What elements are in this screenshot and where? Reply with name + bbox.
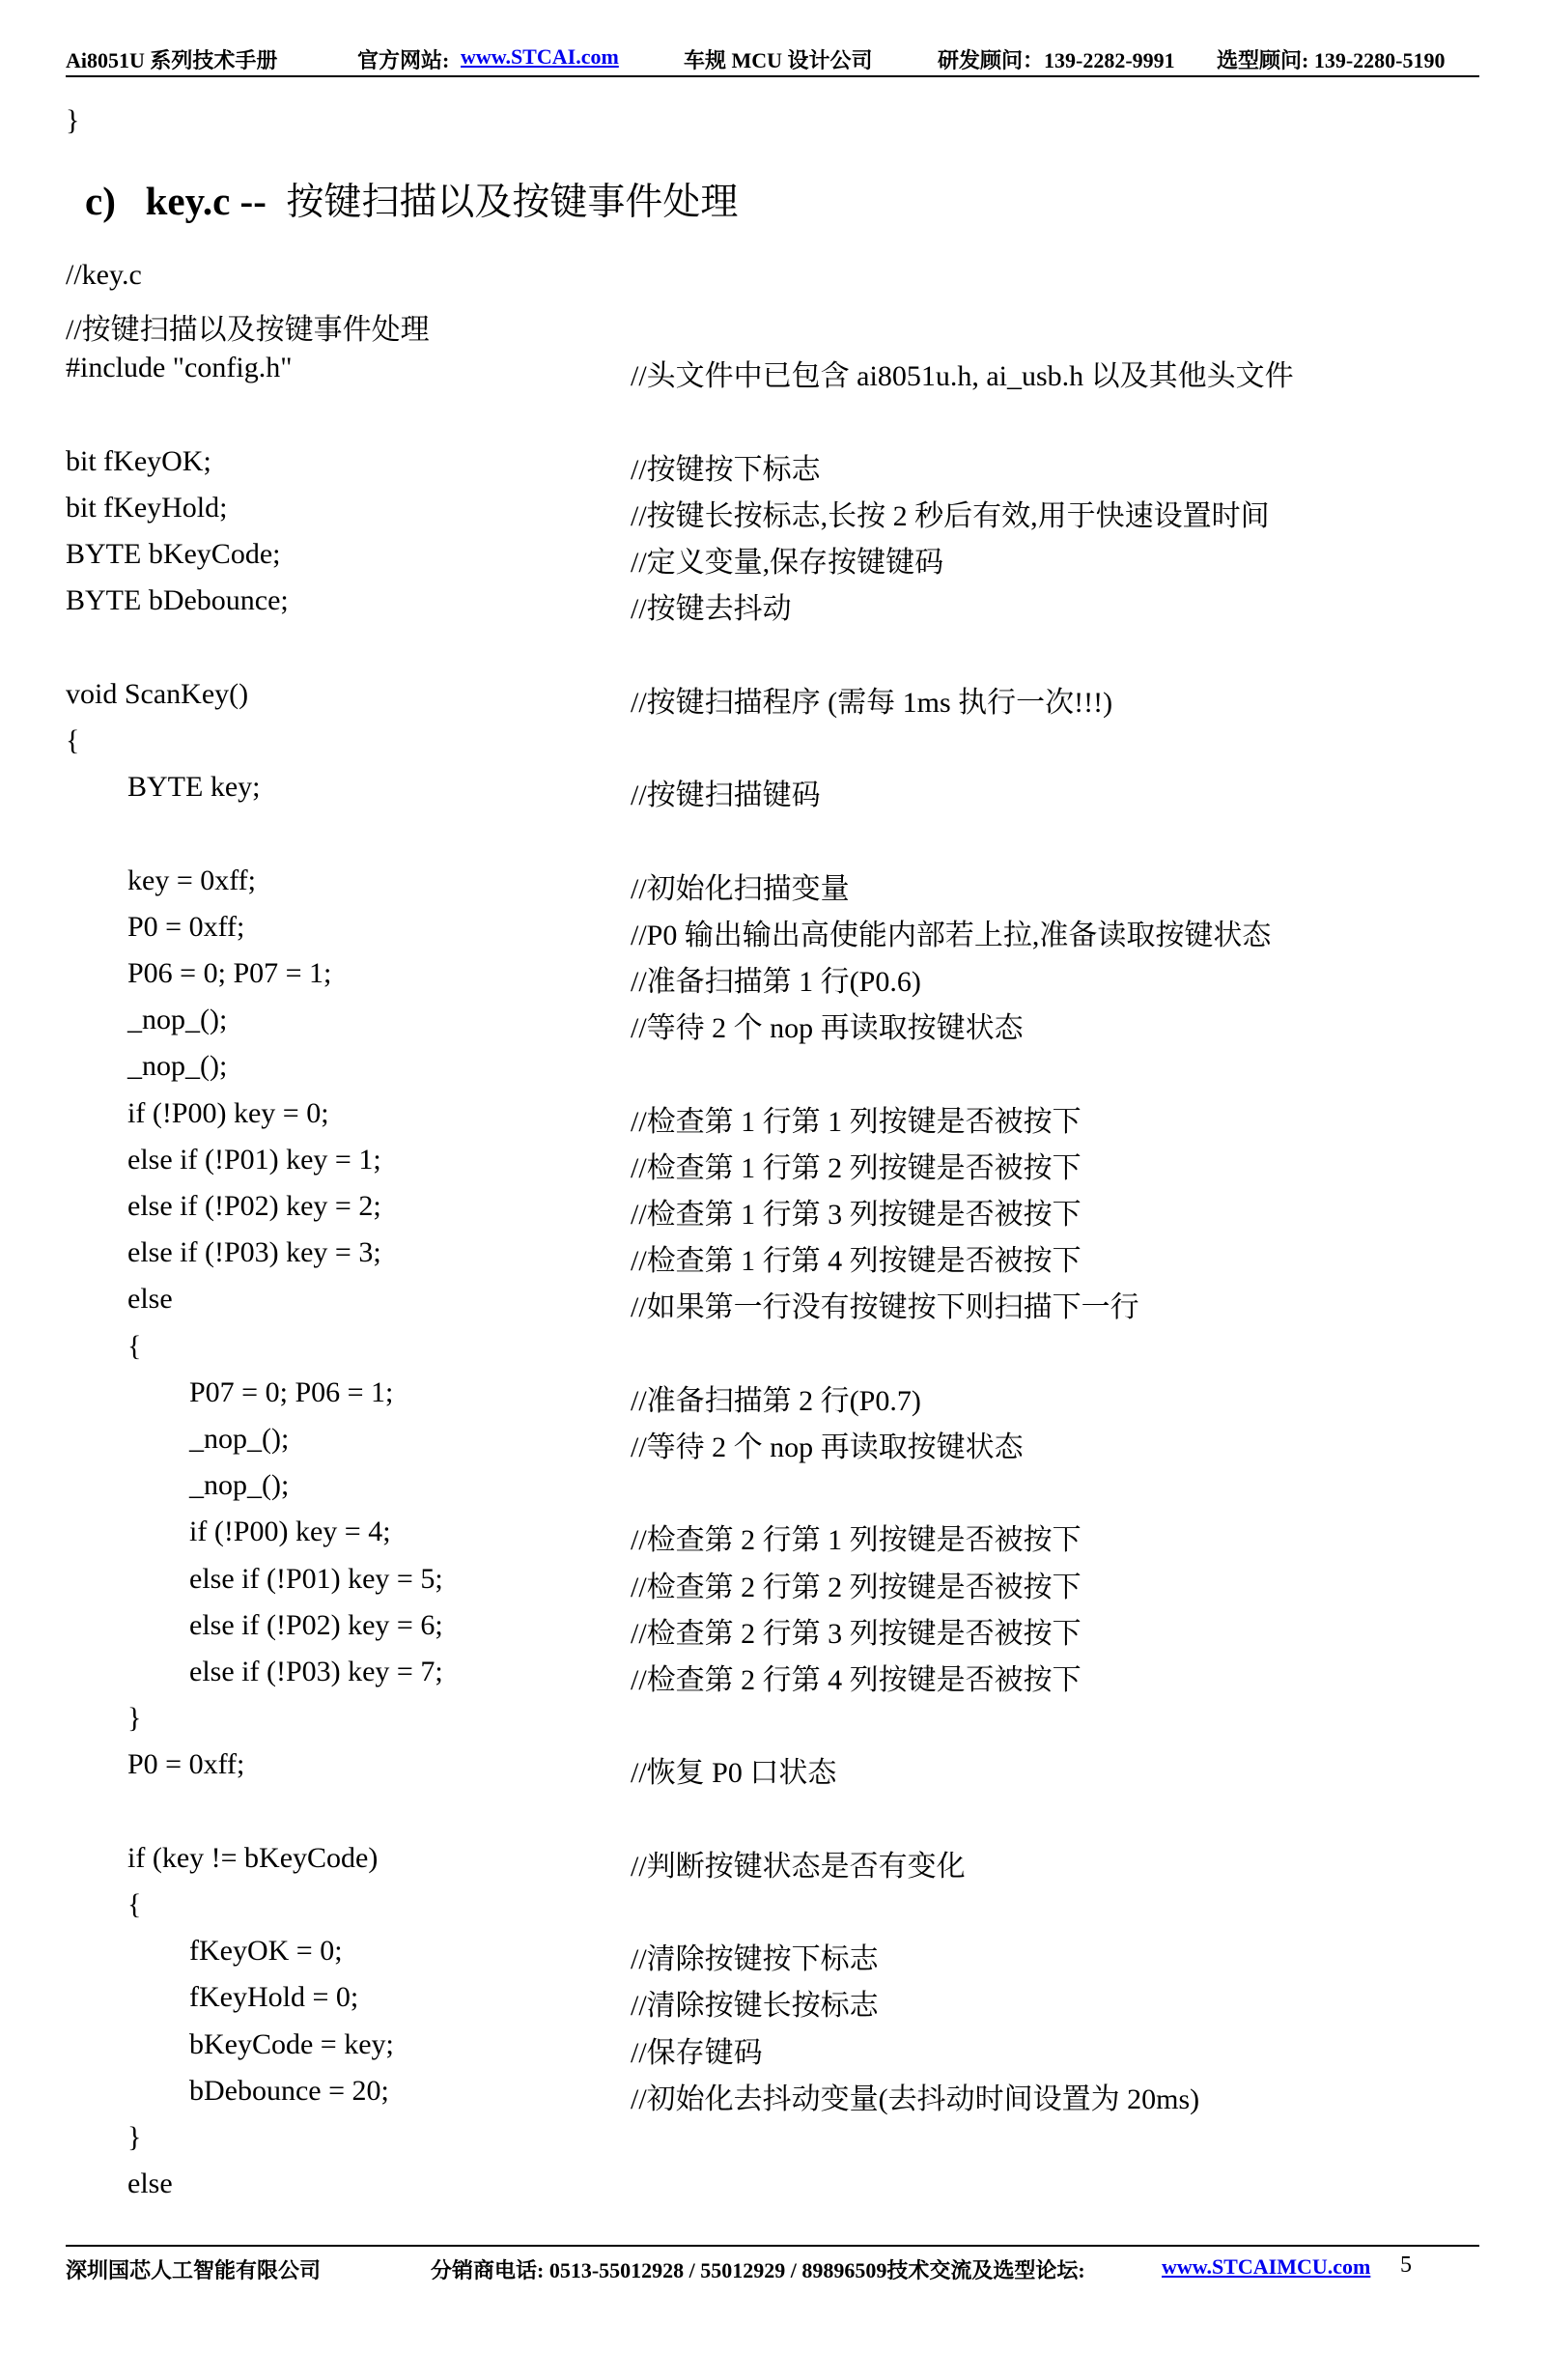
code-comment: //检查第 1 行第 1 列按键是否被按下 xyxy=(631,1105,1082,1138)
code-comment: //定义变量,保存按键键码 xyxy=(631,547,944,580)
code-text: BYTE key; xyxy=(127,771,261,804)
footer-phone: 分销商电话: 0513-55012928 / 55012929 / 89896509技术交流及选型论坛: xyxy=(431,2258,1085,2282)
code-text: //key.c xyxy=(66,259,142,291)
code-line xyxy=(66,1748,1479,1790)
code-text: } xyxy=(127,2121,142,2153)
code-line xyxy=(66,1935,1479,1976)
code-comment: //等待 2 个 nop 再读取按键状态 xyxy=(631,1431,1024,1463)
code-line xyxy=(66,1376,1479,1415)
website-link[interactable]: www.STCAI.com xyxy=(461,44,619,69)
header-divider xyxy=(66,75,1479,77)
code-text: else if (!P03) key = 7; xyxy=(189,1656,443,1687)
code-line xyxy=(66,2028,1479,2067)
code-text: if (key != bKeyCode) xyxy=(127,1841,379,1874)
code-line xyxy=(66,1796,1479,1834)
code-comment: //检查第 1 行第 4 列按键是否被按下 xyxy=(631,1245,1082,1278)
code-text: bDebounce = 20; xyxy=(189,2074,389,2107)
code-text: else if (!P02) key = 6; xyxy=(189,1608,443,1641)
section-title: 按键扫描以及按键事件处理 xyxy=(286,181,739,224)
code-line xyxy=(66,632,1479,670)
code-line xyxy=(66,1050,1479,1089)
code-text: P06 = 0; P07 = 1; xyxy=(127,957,332,989)
code-text: _nop_(); xyxy=(189,1469,290,1502)
code-comment: //检查第 1 行第 3 列按键是否被按下 xyxy=(631,1199,1082,1231)
code-comment: //按键长按标志,长按 2 秒后有效,用于快速设置时间 xyxy=(631,500,1270,532)
code-text: BYTE bDebounce; xyxy=(66,584,289,617)
code-text: bit fKeyOK; xyxy=(66,444,211,477)
code-line xyxy=(66,1842,1479,1881)
code-text: { xyxy=(127,1888,142,1920)
code-line xyxy=(66,1004,1479,1045)
code-comment: //按键按下标志 xyxy=(631,453,821,486)
code-line xyxy=(66,1190,1479,1229)
code-text: else xyxy=(127,1283,173,1316)
code-comment: //检查第 2 行第 3 列按键是否被按下 xyxy=(631,1617,1082,1650)
page-header xyxy=(66,41,1479,75)
code-comment: //检查第 2 行第 2 列按键是否被按下 xyxy=(631,1571,1082,1603)
code-line xyxy=(66,492,1479,530)
code-text: P0 = 0xff; xyxy=(127,910,245,943)
code-line xyxy=(66,1609,1479,1648)
code-line xyxy=(66,864,1479,903)
page-footer xyxy=(66,2251,1495,2285)
code-line xyxy=(66,771,1479,812)
code-line xyxy=(66,1469,1479,1508)
code-comment: //按键扫描键码 xyxy=(631,779,821,812)
section-heading xyxy=(85,172,738,226)
code-comment: //检查第 1 行第 2 列按键是否被按下 xyxy=(631,1151,1082,1184)
code-comment: //等待 2 个 nop 再读取按键状态 xyxy=(631,1012,1024,1045)
code-text: _nop_(); xyxy=(127,1050,228,1083)
code-comment: //P0 输出输出高使能内部若上拉,准备读取按键状态 xyxy=(631,919,1272,951)
code-line xyxy=(66,1702,1479,1741)
code-text: if (!P00) key = 0; xyxy=(127,1096,329,1129)
code-text: fKeyOK = 0; xyxy=(189,1935,343,1968)
code-line xyxy=(66,1516,1479,1557)
footer-divider xyxy=(66,2245,1479,2247)
code-text: { xyxy=(127,1329,142,1362)
code-comment: //恢复 P0 口状态 xyxy=(631,1757,837,1790)
code-line xyxy=(66,678,1479,717)
code-comment: //判断按键状态是否有变化 xyxy=(631,1850,966,1883)
code-line xyxy=(66,1888,1479,1927)
manual-title: Ai8051U 系列技术手册 xyxy=(66,48,278,72)
code-text: bit fKeyHold; xyxy=(66,492,228,524)
code-line xyxy=(66,1236,1479,1278)
code-line xyxy=(66,1144,1479,1182)
code-comment: //头文件中已包含 ai8051u.h, ai_usb.h 以及其他头文件 xyxy=(631,360,1294,393)
code-line xyxy=(66,957,1479,996)
code-text: P07 = 0; P06 = 1; xyxy=(189,1375,394,1408)
code-text: else if (!P01) key = 1; xyxy=(127,1143,381,1176)
page-number: 5 xyxy=(1400,2252,1412,2278)
code-line xyxy=(66,1563,1479,1601)
code-line xyxy=(66,2168,1479,2206)
code-line xyxy=(66,584,1479,626)
code-comment: //清除按键长按标志 xyxy=(631,1990,879,2023)
code-text: void ScanKey() xyxy=(66,677,249,710)
code-comment: //初始化去抖动变量(去抖动时间设置为 20ms) xyxy=(631,2082,1200,2115)
code-line xyxy=(66,399,1479,438)
footer-company: 深圳国芯人工智能有限公司 xyxy=(66,2258,322,2282)
code-line xyxy=(66,1981,1479,2023)
code-text: #include "config.h" xyxy=(66,352,293,384)
code-comment: //保存键码 xyxy=(631,2036,763,2069)
website-label: 官方网站: xyxy=(357,48,450,72)
code-comment: //清除按键按下标志 xyxy=(631,1943,879,1976)
code-line xyxy=(66,1097,1479,1136)
code-comment: //检查第 2 行第 1 列按键是否被按下 xyxy=(631,1524,1082,1557)
code-line xyxy=(66,445,1479,484)
company-tagline: 车规 MCU 设计公司 xyxy=(684,48,873,72)
code-line xyxy=(66,1656,1479,1694)
code-text: { xyxy=(66,724,80,756)
code-text: else if (!P03) key = 3; xyxy=(127,1236,381,1269)
code-line xyxy=(66,352,1479,393)
code-text: bKeyCode = key; xyxy=(189,2027,394,2060)
code-text: else xyxy=(127,2168,173,2200)
code-text: _nop_(); xyxy=(127,1004,228,1036)
code-line xyxy=(66,724,1479,763)
code-text: _nop_(); xyxy=(189,1423,290,1455)
code-line xyxy=(66,817,1479,856)
code-text: key = 0xff; xyxy=(127,864,257,896)
code-comment: //按键去抖动 xyxy=(631,593,792,626)
code-text: fKeyHold = 0; xyxy=(189,1981,359,2014)
code-line xyxy=(66,1283,1479,1324)
code-comment: //按键扫描程序 (需每 1ms 执行一次!!!) xyxy=(631,686,1113,719)
code-text: //按键扫描以及按键事件处理 xyxy=(66,314,430,347)
rd-contact: 研发顾问：139-2282-9991 xyxy=(938,48,1175,72)
code-line xyxy=(66,911,1479,949)
code-comment: //准备扫描第 2 行(P0.7) xyxy=(631,1384,921,1417)
code-comment: //准备扫描第 1 行(P0.6) xyxy=(631,966,921,998)
code-comment: //初始化扫描变量 xyxy=(631,872,850,905)
code-text: P0 = 0xff; xyxy=(127,1748,245,1781)
section-number: c) xyxy=(85,179,116,223)
section-file: key.c -- xyxy=(145,179,267,223)
code-text: } xyxy=(127,1702,142,1735)
code-comment: //如果第一行没有按键按下则扫描下一行 xyxy=(631,1291,1139,1324)
code-text: BYTE bKeyCode; xyxy=(66,538,281,571)
code-comment: //检查第 2 行第 4 列按键是否被按下 xyxy=(631,1664,1082,1696)
code-line xyxy=(66,538,1479,580)
code-text: else if (!P02) key = 2; xyxy=(127,1190,381,1222)
code-line xyxy=(66,259,1479,298)
forum-link[interactable]: www.STCAIMCU.com xyxy=(1162,2254,1371,2279)
sales-contact: 选型顾问: 139-2280-5190 xyxy=(1217,48,1446,72)
code-text: if (!P00) key = 4; xyxy=(189,1516,391,1548)
code-line xyxy=(66,1330,1479,1369)
code-text: else if (!P01) key = 5; xyxy=(189,1562,443,1595)
code-line xyxy=(66,305,1479,347)
code-line xyxy=(66,2121,1479,2160)
code-line xyxy=(66,2075,1479,2113)
code-line xyxy=(66,1423,1479,1461)
